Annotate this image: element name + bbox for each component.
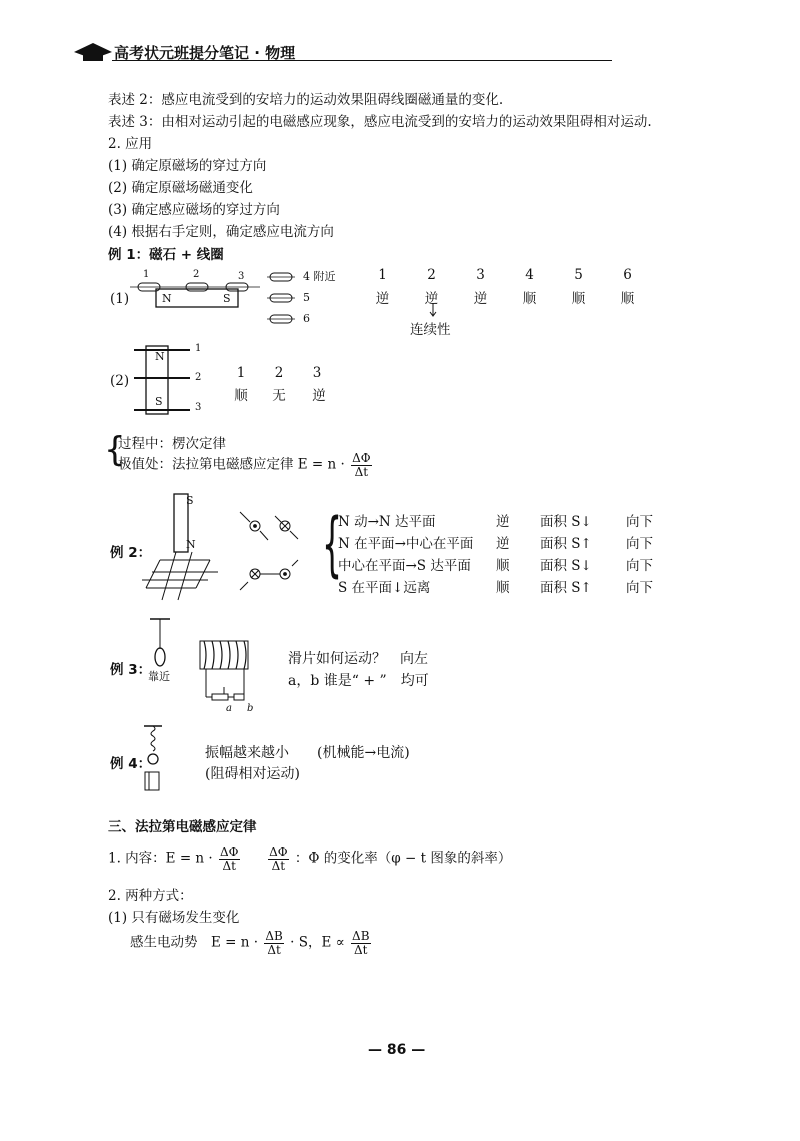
part-2-result-3: 逆 — [312, 388, 326, 404]
faraday-fraction-denominator: Δt — [222, 858, 236, 873]
row-4-direction: 顺 — [496, 580, 510, 596]
row-2-force: 向下 — [626, 536, 653, 552]
example-1-directions — [358, 287, 652, 307]
vertical-magnet-n: N — [155, 350, 165, 363]
row-2-direction: 逆 — [496, 536, 510, 552]
example-2-diagram — [140, 490, 300, 610]
only-field-changes: (1) 只有磁场发生变化 — [108, 910, 240, 926]
application-heading: 2. 应用 — [108, 136, 153, 152]
extreme-note-text: 极值处：法拉第电磁感应定律 E = n · — [118, 456, 345, 473]
example-4-line-1: 振幅越来越小 (机械能→电流) — [205, 745, 410, 761]
row-1-direction: 逆 — [496, 514, 510, 530]
example-2-row-3 — [338, 554, 653, 574]
emf-proportional-denominator: Δt — [354, 942, 368, 957]
direction-3: 逆 — [473, 291, 488, 307]
coil-label-2: 2 — [193, 269, 200, 280]
table-brace: { — [322, 503, 343, 585]
example-3-diagram — [140, 615, 270, 715]
process-note: 过程中：楞次定律 — [118, 436, 226, 452]
row-1-area: 面积 S↓ — [540, 514, 592, 530]
row-4-force: 向下 — [626, 580, 653, 596]
step-3: (3) 确定感应磁场的穿过方向 — [108, 202, 280, 218]
brace: { — [104, 430, 126, 470]
hanging-ring — [155, 648, 165, 666]
solenoid — [200, 641, 248, 669]
continuity-arrow-icon — [429, 303, 437, 317]
example-4-line-2: (阻碍相对运动) — [205, 766, 300, 782]
section-3-heading: 三、法拉第电磁感应定律 — [108, 819, 257, 835]
direction-5: 顺 — [571, 291, 586, 307]
step-4: (4) 根据右手定则，确定感应电流方向 — [108, 224, 334, 240]
emf-fraction-denominator: Δt — [267, 942, 281, 957]
number-1: 1 — [378, 267, 387, 283]
part-2-coil-2: 2 — [195, 372, 202, 383]
part-2-number-1: 1 — [236, 365, 246, 381]
faraday-fraction-repeat — [268, 846, 289, 872]
side-coil-6: 6 — [303, 312, 310, 325]
example-2-row-1 — [338, 510, 653, 530]
number-5: 5 — [574, 267, 583, 283]
part-2-coil-1: 1 — [195, 343, 202, 354]
extreme-note — [118, 452, 374, 478]
statement-3: 表述 3：由相对运动引起的电磁感应现象，感应电流受到的安培力的运动效果阻碍相对运动. — [108, 114, 652, 130]
number-3: 3 — [476, 267, 485, 283]
terminal-a: a — [226, 703, 232, 714]
fraction-denominator: Δt — [354, 464, 369, 479]
header-title: 高考状元班提分笔记 · 物理 — [114, 44, 296, 62]
near-label: 靠近 — [148, 670, 170, 683]
direction-6: 顺 — [620, 291, 635, 307]
step-2: (2) 确定原磁场磁通变化 — [108, 180, 253, 196]
part-2-number-2: 2 — [274, 365, 284, 381]
row-4-motion: S 在平面↓远离 — [338, 580, 431, 596]
magnet-s-label: S — [223, 292, 231, 305]
emf-proportional-numerator: ΔB — [352, 929, 370, 943]
emf-fraction-numerator: ΔB — [265, 929, 283, 943]
example-2-row-2 — [338, 532, 653, 552]
header-rule — [112, 60, 612, 61]
emf-fraction — [264, 930, 283, 956]
header-cap-icon — [72, 40, 114, 62]
direction-2: 逆 — [424, 291, 439, 307]
number-6: 6 — [623, 267, 632, 283]
part-2-result-1: 顺 — [234, 388, 248, 404]
flux-change-fraction — [351, 452, 372, 478]
part-2-coil-3: 3 — [195, 402, 202, 413]
example-4-diagram — [140, 724, 180, 794]
example-2-label: 例 2： — [110, 545, 152, 561]
emf-mid: · S，E ∝ — [290, 934, 345, 951]
example-1-title: 例 1：磁石 + 线圈 — [108, 247, 224, 263]
example-4-label: 例 4： — [110, 756, 152, 772]
part-2-numbers — [222, 365, 336, 381]
coil-label-1: 1 — [143, 269, 150, 280]
row-4-area: 面积 S↑ — [540, 580, 592, 596]
example-1-part-2-label: (2) — [110, 373, 130, 389]
page-number: — 86 — — [368, 1042, 426, 1058]
emf-proportional-fraction — [351, 930, 370, 956]
part-2-number-3: 3 — [312, 365, 322, 381]
statement-2: 表述 2：感应电流受到的安培力的运动效果阻碍线圈磁通量的变化. — [108, 92, 504, 108]
row-1-motion: N 动→N 达平面 — [338, 514, 436, 530]
side-coil-4: 4 附近 — [303, 270, 336, 283]
example-1-numbers — [358, 267, 652, 283]
row-3-motion: 中心在平面→S 达平面 — [338, 558, 471, 574]
direction-4: 顺 — [522, 291, 537, 307]
fraction-numerator: ΔΦ — [352, 451, 371, 465]
number-4: 4 — [525, 267, 534, 283]
faraday-fraction-repeat-denominator: Δt — [271, 858, 286, 873]
faraday-fraction — [219, 846, 240, 872]
row-2-area: 面积 S↑ — [540, 536, 592, 552]
faraday-prefix: 1. 内容：E = n · — [108, 850, 213, 867]
faraday-fraction-repeat-numerator: ΔΦ — [269, 845, 288, 859]
step-1: (1) 确定原磁场的穿过方向 — [108, 158, 267, 174]
row-2-motion: N 在平面→中心在平面 — [338, 536, 474, 552]
row-1-force: 向下 — [626, 514, 653, 530]
faraday-suffix: ：Φ 的变化率（φ − t 图象的斜率） — [294, 850, 512, 867]
two-ways: 2. 两种方式： — [108, 888, 193, 904]
magnet-n-label: N — [162, 292, 172, 305]
falling-magnet-s: S — [186, 494, 194, 507]
faraday-fraction-numerator: ΔΦ — [220, 845, 239, 859]
example-3-question-1: 滑片如何运动？ 向左 — [288, 651, 428, 667]
example-3-label: 例 3： — [110, 662, 152, 678]
falling-magnet-n: N — [186, 538, 196, 551]
continuity-label: 连续性 — [410, 322, 451, 338]
spring — [151, 726, 155, 751]
example-1-part-1-label: (1) — [110, 291, 130, 307]
side-coil-5: 5 — [303, 291, 310, 304]
row-3-direction: 顺 — [496, 558, 510, 574]
number-2: 2 — [427, 267, 436, 283]
example-3-question-2: a，b 谁是“ + ” 均可 — [288, 673, 429, 689]
terminal-b: b — [247, 703, 254, 714]
direction-1: 逆 — [375, 291, 390, 307]
coil-label-3: 3 — [238, 271, 245, 282]
induced-emf-formula — [130, 930, 373, 956]
emf-prefix: 感生电动势 E = n · — [130, 934, 259, 951]
row-3-area: 面积 S↓ — [540, 558, 592, 574]
vertical-magnet-s: S — [155, 395, 163, 408]
faraday-content — [108, 846, 511, 872]
part-2-results — [222, 384, 340, 404]
row-3-force: 向下 — [626, 558, 653, 574]
example-2-row-4 — [338, 576, 653, 596]
part-2-result-2: 无 — [272, 388, 286, 404]
